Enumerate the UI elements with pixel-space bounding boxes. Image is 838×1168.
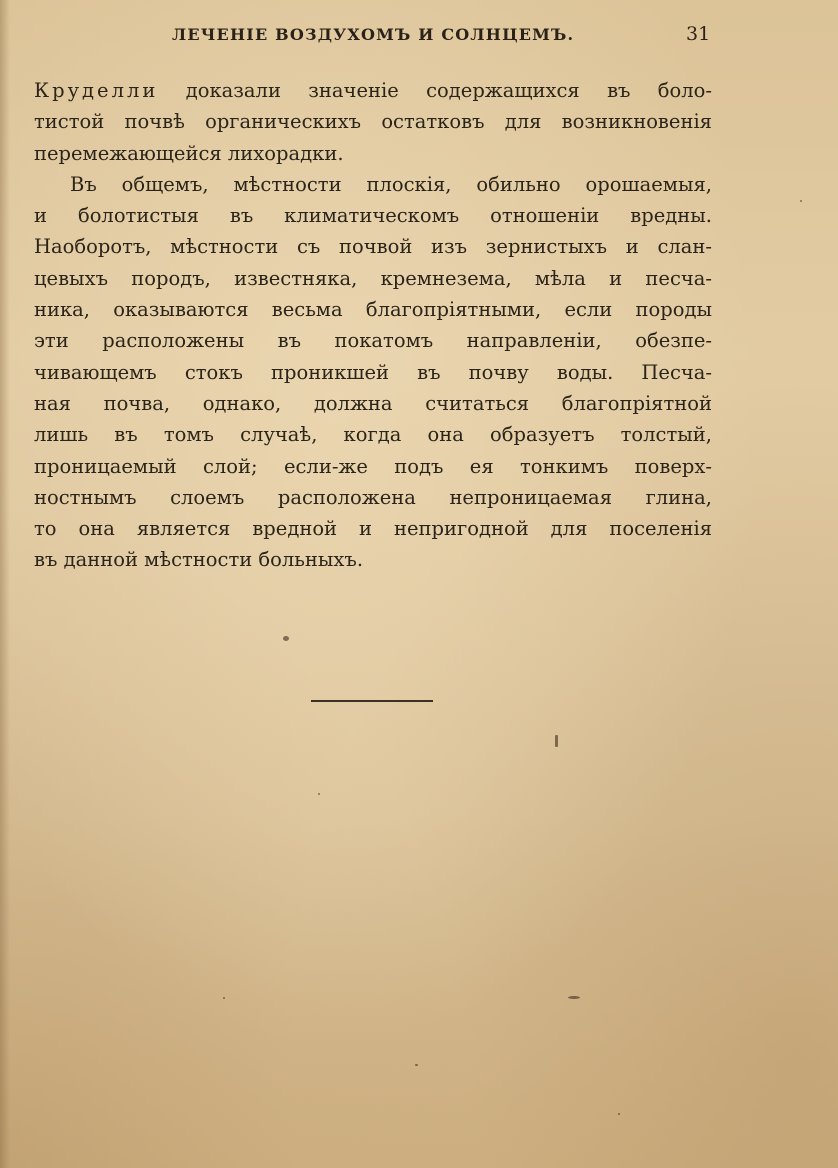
text-line: ностнымъ слоемъ расположена непроницаемая глина, xyxy=(34,485,712,509)
page-edge-shadow xyxy=(0,0,10,1168)
text-line: ника, оказываются весьма благопріятными, если породы xyxy=(34,298,712,322)
paper-speck xyxy=(318,793,320,795)
body-text xyxy=(34,75,712,576)
paper-speck xyxy=(618,1113,620,1115)
text-line xyxy=(34,75,712,106)
text-line: ная почва, однако, должна считаться благопріятной xyxy=(34,391,712,415)
text-line: проницаемый слой; если-же подъ ея тонкимъ поверх- xyxy=(34,454,712,478)
text-line: Въ общемъ, мѣстности плоскія, обильно орошаемыя, xyxy=(70,172,712,196)
paper-speck xyxy=(568,996,580,999)
text-line: то она является вредной и непригодной для поселенія xyxy=(34,517,712,541)
paper-speck xyxy=(283,636,289,641)
author-name-spaced: Круделли xyxy=(34,79,159,102)
page-number: 31 xyxy=(686,23,711,45)
paper-speck xyxy=(800,200,802,202)
paper-speck xyxy=(415,1064,418,1066)
section-end-rule xyxy=(311,700,433,702)
text-line: чивающемъ стокъ проникшей въ почву воды. Песча- xyxy=(34,360,712,384)
text-fragment: доказали значеніе содержащихся въ боло- xyxy=(158,79,712,102)
text-line: Наоборотъ, мѣстности съ почвой изъ зернистыхъ и слан- xyxy=(34,235,712,259)
running-header xyxy=(0,23,838,49)
text-line: въ данной мѣстности больныхъ. xyxy=(34,548,364,572)
text-line: и болотистыя въ климатическомъ отношеніи вредны. xyxy=(34,204,712,228)
running-header-title: ЛЕЧЕНІЕ ВОЗДУХОМЪ И СОЛНЦЕМЪ. xyxy=(172,25,575,44)
text-line: перемежающейся лихорадки. xyxy=(34,141,344,165)
text-line: лишь въ томъ случаѣ, когда она образуетъ толстый, xyxy=(34,423,712,447)
text-line: эти расположены въ покатомъ направленіи, обезпе- xyxy=(34,329,712,353)
text-line: цевыхъ породъ, известняка, кремнезема, мѣла и песча- xyxy=(34,266,712,290)
text-line: тистой почвѣ органическихъ остатковъ для возникновенія xyxy=(34,110,712,134)
paper-speck xyxy=(555,735,558,747)
paper-speck xyxy=(223,997,225,999)
